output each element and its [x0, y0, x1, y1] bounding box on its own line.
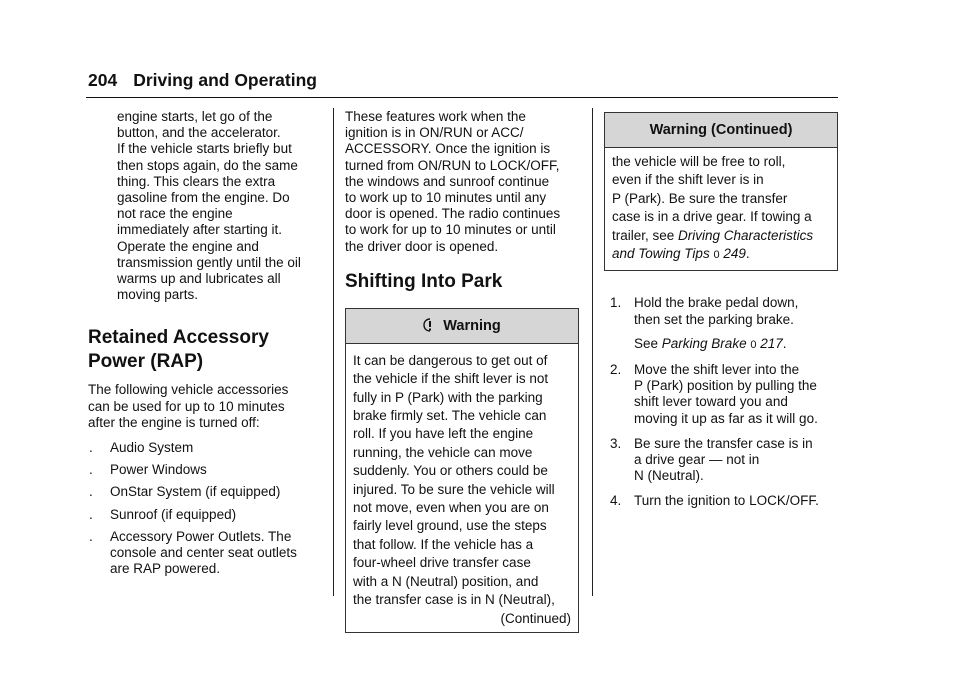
text-line: with a N (Neutral) position, and	[353, 573, 539, 589]
step-number: 1.	[610, 295, 622, 311]
rap-bullet-list	[88, 440, 324, 577]
warning-icon	[423, 318, 437, 333]
list-item: 2. Move the shift lever into the P (Park) position by pulling the shift lever toward you and moving it up as far as it will go.	[610, 362, 818, 426]
bullet-mark: .	[89, 440, 93, 456]
text-line: Operate the engine and	[117, 238, 259, 254]
text-line: moving parts.	[117, 287, 199, 303]
text-line: transmission gently until the oil	[117, 254, 301, 270]
text-line: injured. To be sure the vehicle will	[353, 481, 555, 497]
text-line: running, the vehicle can move	[353, 444, 533, 460]
link-parking-brake[interactable]: Parking Brake	[661, 335, 747, 351]
list-item: 1. Hold the brake pedal down, then set the parking brake. See Parking Brake 0 217.	[610, 295, 840, 353]
warning-title: Warning	[443, 317, 501, 334]
list-item: 4. Turn the ignition to LOCK/OFF.	[610, 493, 819, 509]
text-line: warms up and lubricates all	[117, 271, 281, 287]
bullet-mark: .	[89, 462, 93, 478]
text-line: gasoline from the engine. Do	[117, 190, 290, 206]
list-item: . Sunroof (if equipped)	[89, 506, 237, 522]
see-reference: See Parking Brake 0 217.	[634, 335, 787, 351]
warning-body	[346, 344, 578, 632]
park-steps-list	[610, 295, 840, 509]
text-line: the driver door is opened.	[345, 238, 499, 254]
warning-box	[345, 308, 579, 633]
text-line: to work for up to 10 minutes or until	[345, 222, 556, 238]
text-line: the windows and sunroof continue	[345, 173, 550, 189]
column-2	[345, 109, 581, 633]
text-line: case is in a drive gear. If towing a	[612, 209, 812, 225]
text-line: roll. If you have left the engine	[353, 426, 534, 442]
text-line: fairly level ground, use the steps	[353, 518, 547, 534]
text-line: ACCESSORY. Once the ignition is	[345, 141, 551, 157]
column-divider-2	[592, 108, 593, 596]
list-item: . Power Windows	[89, 462, 207, 478]
warning-continued-header: Warning (Continued)	[605, 113, 837, 148]
text-line: the vehicle if the shift lever is not	[353, 371, 549, 387]
text-line: The following vehicle accessories	[88, 382, 289, 398]
column-divider-1	[333, 108, 334, 596]
bullet-mark: .	[89, 528, 93, 544]
text-line: trailer, see Driving Characteristics	[612, 227, 814, 243]
text-line: brake firmly set. The vehicle can	[353, 408, 547, 424]
list-item: 3. Be sure the transfer case is in a drive gear — not in N (Neutral).	[610, 435, 813, 484]
column-1	[88, 109, 324, 583]
list-item: . Audio System	[89, 440, 194, 456]
intro-paragraph	[88, 109, 324, 303]
warning-continued-box	[604, 112, 838, 271]
text-line: door is opened. The radio continues	[345, 206, 561, 222]
text-line: after the engine is turned off:	[88, 414, 260, 430]
bullet-mark: .	[89, 506, 93, 522]
text-line: suddenly. You or others could be	[353, 463, 548, 479]
section-title: Driving and Operating	[133, 70, 317, 90]
rap-continued-paragraph	[345, 109, 581, 255]
text-line: and Towing Tips 0 249.	[612, 246, 750, 262]
text-line: ignition is in ON/RUN or ACC/	[345, 125, 524, 141]
page-reference-icon: 0	[750, 338, 757, 351]
text-line: It can be dangerous to get out of	[353, 352, 548, 368]
text-line: four-wheel drive transfer case	[353, 555, 531, 571]
text-line: These features work when the	[345, 109, 526, 124]
warning-header	[346, 309, 578, 344]
step-number: 3.	[610, 435, 622, 451]
text-line: then stops again, do the same	[117, 157, 298, 173]
bullet-mark: .	[89, 484, 93, 500]
step-number: 2.	[610, 362, 622, 378]
text-line: fully in P (Park) with the parking	[353, 389, 543, 405]
page-number: 204	[88, 70, 118, 90]
text-line: not move, even when you are on	[353, 500, 549, 516]
text-line: the vehicle will be free to roll,	[612, 154, 786, 169]
text-line: If the vehicle starts briefly but	[117, 141, 292, 157]
text-line: button, and the accelerator.	[117, 125, 281, 141]
page-reference[interactable]: 249	[723, 246, 746, 262]
column-3	[604, 112, 840, 519]
list-item: . OnStar System (if equipped)	[89, 484, 281, 500]
page-reference-icon: 0	[713, 249, 720, 262]
page-header	[88, 70, 317, 91]
text-line: P (Park). Be sure the transfer	[612, 190, 788, 206]
text-line: to work up to 10 minutes until any	[345, 190, 547, 206]
step-number: 4.	[610, 493, 622, 509]
continued-label: (Continued)	[500, 610, 571, 626]
text-line: thing. This clears the extra	[117, 173, 276, 189]
header-rule	[86, 97, 838, 98]
text-line: can be used for up to 10 minutes	[88, 398, 285, 414]
link-towing-tips[interactable]: and Towing Tips	[612, 246, 710, 262]
text-line: immediately after starting it.	[117, 222, 283, 238]
text-line: even if the shift lever is in	[612, 172, 764, 188]
page-reference[interactable]: 217	[760, 335, 783, 351]
text-line: turned from ON/RUN to LOCK/OFF,	[345, 157, 560, 173]
rap-intro	[88, 382, 324, 431]
text-line: not race the engine	[117, 206, 233, 222]
text-line: engine starts, let go of the	[117, 109, 273, 124]
text-line: that follow. If the vehicle has a	[353, 536, 534, 552]
section-heading-shifting-into-park: Shifting Into Park	[345, 270, 503, 292]
list-item: . Accessory Power Outlets. The console and center seat outlets are RAP powered.	[89, 528, 297, 577]
text-line: the transfer case is in N (Neutral),	[353, 592, 555, 608]
link-driving-characteristics[interactable]: Driving Characteristics	[678, 227, 814, 243]
section-heading-rap: Retained Accessory Power (RAP)	[88, 327, 269, 373]
warning-continued-body	[605, 148, 837, 270]
